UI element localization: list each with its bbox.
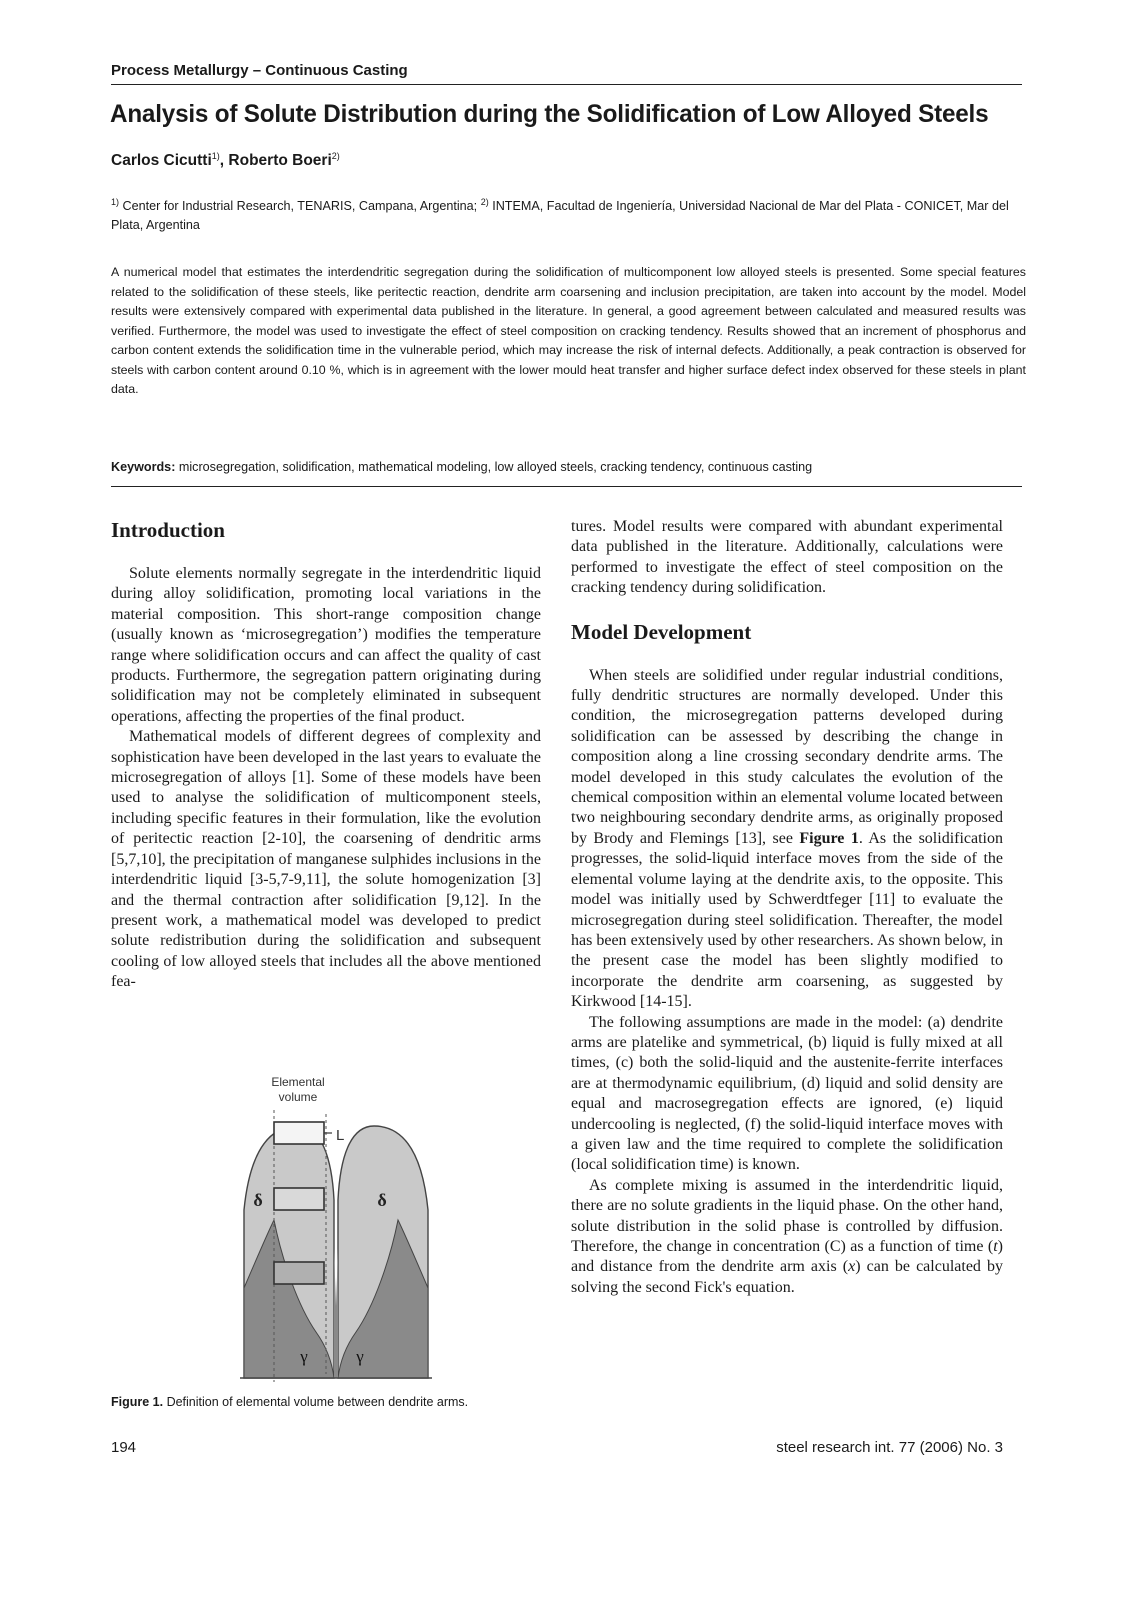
- elemental-volume-bottom: [274, 1262, 324, 1284]
- affiliation-mark: 2): [480, 197, 489, 207]
- authors: Carlos Cicutti$^{1)}$, Roberto Boeri$^{2)}$: [111, 151, 340, 170]
- section-heading-introduction: Introduction: [111, 518, 225, 542]
- paragraph-text: . As the solidification progresses, the solid-liquid interface moves from the side of the elemental volume laying at the dendrite axis, to the opposite. This model was initially used by Schwerdtfeger [11] to evaluate the microsegregation during steel solidification. Thereafter, the model has been extensively used by other researchers. As shown below, in the present case the model has been slightly modified to incorporate the dendrite arm coarsening, as suggested by Kirkwood [14-15].: [571, 829, 1004, 1011]
- right-column: [571, 517, 1003, 1298]
- author-name: Roberto Boeri: [228, 152, 332, 170]
- author-name: Carlos Cicutti: [111, 152, 212, 170]
- keywords: [111, 460, 1026, 474]
- elemental-volume-middle: [274, 1188, 324, 1210]
- header-rule: [111, 84, 1022, 85]
- journal-citation: steel research int. 77 (2006) No. 3: [776, 1439, 1003, 1456]
- left-column: [111, 517, 541, 993]
- label-gamma-left: γ: [300, 1347, 308, 1366]
- label-gamma-right: γ: [356, 1347, 364, 1366]
- running-head: Process Metallurgy – Continuous Casting: [111, 62, 408, 79]
- affiliation-text: INTEMA, Facultad de Ingeniería, Universidad Nacional de Mar del Plata - CONICET, Mar del Plata, Argentina: [111, 199, 1009, 233]
- figure-reference: Figure 1: [799, 829, 859, 847]
- label-delta-left: δ: [253, 1190, 263, 1210]
- label-delta-right: δ: [377, 1190, 387, 1210]
- keywords-label: Keywords:: [111, 460, 176, 474]
- paragraph: [571, 1176, 1003, 1298]
- paper-title: Analysis of Solute Distribution during the Solidification of Low Alloyed Steels: [110, 100, 989, 128]
- variable-x: x: [848, 1258, 856, 1276]
- dendrite-diagram-svg: [236, 1070, 436, 1388]
- affiliations: [111, 193, 1026, 235]
- abstract-rule: [111, 486, 1022, 487]
- figure-caption-label: Figure 1.: [111, 1395, 164, 1409]
- elemental-volume-top: [274, 1122, 324, 1144]
- label-liquid: L: [336, 1127, 345, 1144]
- affiliation-text: Center for Industrial Research, TENARIS, Campana, Argentina;: [122, 199, 478, 214]
- paragraph-text: ) can be calculated by solving the second Fick's equation.: [571, 1258, 1003, 1296]
- paragraph: Mathematical models of different degrees of complexity and sophistication have been developed in the last years to evaluate the microsegregation of alloys [1]. Some of these models have been used to analyse the solidification of multicomponent steels, including specific features in their formulation, like the evolution of peritectic reaction [2-10], the coarsening of dendritic arms [5,7,10], the precipitation of manganese sulphides inclusions in the interdendritic liquid [3-5,7-9,11], the solute homogenization [3] and the thermal contraction after solidification [9,12]. In the present work, a mathematical model was developed to predict solute redistribution during the solidification and subsequent cooling of low alloyed steels that includes all the above mentioned fea-: [111, 728, 541, 991]
- paragraph: tures. Model results were compared with abundant experimental data published in the literature. Additionally, calculations were performed to investigate the effect of steel composition on the cracking tendency during solidification.: [571, 518, 1003, 597]
- author-mark: 1): [211, 151, 220, 161]
- paragraph: [571, 666, 1003, 1013]
- label-elemental: Elemental: [271, 1075, 325, 1089]
- paragraph-text: ) and distance from the dendrite arm axis (: [571, 1238, 1003, 1276]
- label-volume: volume: [278, 1090, 318, 1104]
- section-heading-model-development: Model Development: [571, 619, 752, 644]
- abstract: A numerical model that estimates the interdendritic segregation during the solidification of multicomponent low alloyed steels is presented. Some special features related to the solidification of these steels, like peritectic reaction, dendrite arm coarsening and inclusion precipitation, are taken into account by the model. Model results were extensively compared with experimental data published in the literature. In general, a good agreement between calculated and measured results was verified. Furthermore, the model was used to investigate the effect of steel composition on cracking tendency. Results showed that an increment of phosphorus and carbon content extends the solidification time in the vulnerable period, which may increase the risk of internal defects. Additionally, a peak contraction is observed for steels with carbon content around 0.10 %, which is in agreement with the lower mould heat transfer and higher surface defect index observed for these steels in plant data.: [111, 265, 1026, 396]
- author-mark: 2): [331, 151, 340, 161]
- paragraph-text: As complete mixing is assumed in the interdendritic liquid, there are no solute gradients in the liquid phase. On the other hand, solute distribution in the solid phase is controlled by diffusion. Therefore, the change in concentration (C) as a function of time (: [571, 1176, 1003, 1255]
- keywords-text: microsegregation, solidification, mathematical modeling, low alloyed steels, cracking tendency, continuous casting: [178, 460, 813, 474]
- page-number: 194: [111, 1439, 137, 1456]
- paragraph: Solute elements normally segregate in the interdendritic liquid during alloy solidification, promoting local variations in the material composition. This short-range composition change (usually known as ‘microsegregation’) modifies the temperature range where solidification occurs and can affect the quality of cast products. Furthermore, the segregation pattern originating during solidification may not be completely eliminated in subsequent operations, affecting the properties of the final product.: [111, 565, 541, 725]
- figure-caption-text: Definition of elemental volume between dendrite arms.: [166, 1395, 469, 1409]
- affiliation-mark: 1): [111, 197, 120, 207]
- figure-1-dendrite-diagram: [236, 1070, 436, 1388]
- variable-t: t: [993, 1238, 998, 1255]
- paragraph-text: When steels are solidified under regular industrial conditions, fully dendritic structures are normally developed. Under this condition, the microsegregation patterns developed during solidification can be assessed by describing the change in composition along a line crossing secondary dendrite arms. The model developed in this study calculates the evolution of the chemical composition within an elemental volume located between two neighbouring secondary dendrite arms, as originally proposed by Brody and Flemings [13], see: [571, 666, 1003, 847]
- paragraph: The following assumptions are made in the model: (a) dendrite arms are platelike and symmetrical, (b) liquid is fully mixed at all times, (c) both the solid-liquid and the austenite-ferrite interfaces are at thermodynamic equilibrium, (d) liquid and solid density are equal and macrosegregation effects are ignored, (e) liquid undercooling is neglected, (f) the solid-liquid interface moves with a given law and the time required to complete the solidification (local solidification time) is known.: [571, 1013, 1003, 1174]
- figure-caption: [111, 1395, 541, 1409]
